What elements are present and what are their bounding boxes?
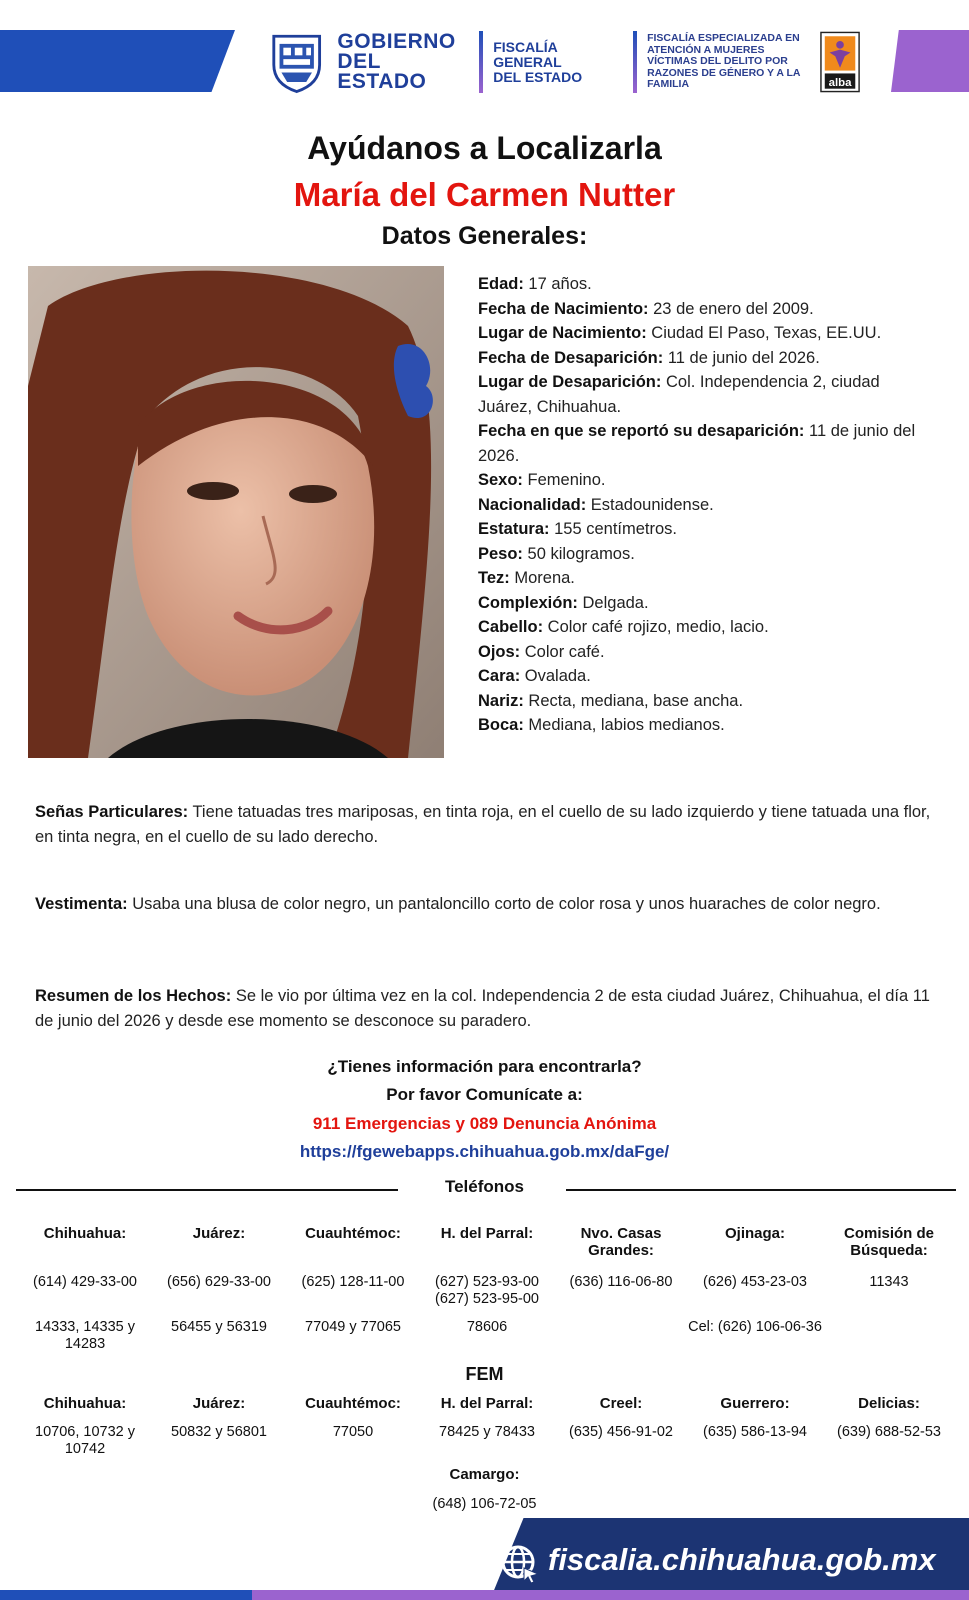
phone-extension-cell bbox=[822, 1319, 956, 1353]
fiscalia-line2: DEL ESTADO bbox=[493, 68, 583, 85]
vestimenta-paragraph bbox=[35, 892, 935, 917]
call-instruction: Por favor Comunícate a: bbox=[386, 1085, 583, 1104]
phones-city-header: H. del Parral: bbox=[440, 1225, 534, 1242]
detail-label: Lugar de Nacimiento: bbox=[478, 324, 647, 342]
phones-title: Teléfonos bbox=[444, 1177, 525, 1196]
resumen-text: Se le vio por última vez en la col. Independencia 2 de esta ciudad Juárez, Chihuahua, el día 11 de junio del 2026 y desde ese momento se desconoce su paradero. bbox=[35, 987, 930, 1030]
phones-header-row bbox=[18, 1225, 958, 1259]
fem-number-cell: (635) 586-13-94 bbox=[703, 1424, 807, 1440]
senas-label: Señas Particulares: bbox=[35, 803, 189, 821]
detail-row bbox=[478, 272, 938, 297]
phone-number-cell: (625) 128-11-00 bbox=[301, 1274, 405, 1290]
detail-value: Estadounidense. bbox=[586, 495, 714, 514]
senas-paragraph bbox=[35, 800, 935, 849]
resumen-label: Resumen de los Hechos: bbox=[35, 987, 232, 1005]
phones-city-header: Juárez: bbox=[192, 1225, 246, 1242]
phones-city-header: Ojinaga: bbox=[724, 1225, 785, 1242]
detail-label: Sexo: bbox=[478, 471, 523, 489]
detail-label: Fecha en que se reportó su desaparición: bbox=[478, 422, 805, 440]
detail-row bbox=[478, 346, 938, 371]
person-name: María del Carmen Nutter bbox=[293, 176, 676, 213]
missing-person-photo bbox=[28, 266, 444, 758]
fem-logo-text: FISCALÍA ESPECIALIZADA EN ATENCIÓN A MUJERES VÍCTIMAS DEL DELITO POR RAZONES DE GÉNERO Y A LA FAMILIA bbox=[647, 32, 801, 91]
detail-row bbox=[478, 591, 938, 616]
detail-row bbox=[478, 419, 938, 468]
phone-number-cell: (636) 116-06-80 bbox=[569, 1274, 673, 1290]
detail-label: Cabello: bbox=[478, 618, 544, 636]
detail-value: 11 de junio del 2026. bbox=[663, 348, 820, 367]
help-title: Ayúdanos a Localizarla bbox=[307, 130, 662, 166]
fem-row-1 bbox=[18, 1424, 958, 1458]
fem-number-cell: 10706, 10732 y 10742 bbox=[35, 1424, 135, 1457]
detail-row bbox=[478, 468, 938, 493]
footer-website[interactable]: fiscalia.chihuahua.gob.mx bbox=[548, 1542, 936, 1577]
phone-extension-cell: Cel: (626) 106-06-36 bbox=[688, 1319, 822, 1335]
detail-label: Nacionalidad: bbox=[478, 495, 587, 514]
detail-label: Estatura: bbox=[478, 520, 550, 538]
fem-city-header: Chihuahua: bbox=[43, 1395, 127, 1412]
detail-value: 17 años. bbox=[523, 275, 592, 293]
fem-number-cell: (635) 456-91-02 bbox=[569, 1424, 673, 1440]
vestimenta-text: Usaba una blusa de color negro, un pantaloncillo corto de color rosa y unos huaraches de color negro. bbox=[127, 895, 881, 913]
state-seal-icon bbox=[270, 29, 323, 95]
fem-number-cell: (639) 688-52-53 bbox=[837, 1424, 941, 1440]
detail-row bbox=[478, 689, 938, 714]
fem-city-header: Delicias: bbox=[858, 1395, 920, 1412]
emergency-numbers: 911 Emergencias y 089 Denuncia Anónima bbox=[312, 1114, 657, 1133]
detail-row bbox=[478, 615, 938, 640]
phone-number-cell: (656) 629-33-00 bbox=[167, 1274, 271, 1290]
fem-city-header: H. del Parral: bbox=[440, 1395, 534, 1412]
header-separator bbox=[479, 31, 483, 93]
fem-city-header: Creel: bbox=[599, 1395, 643, 1412]
fem-city-header: Guerrero: bbox=[720, 1395, 790, 1412]
phones-city-header: Chihuahua: bbox=[43, 1225, 127, 1242]
globe-cursor-icon bbox=[500, 1544, 540, 1584]
gobierno-logo-text bbox=[337, 32, 469, 92]
detail-value: 11 de junio del 2026. bbox=[478, 422, 916, 465]
phones-city-header: Nvo. Casas Grandes: bbox=[580, 1225, 662, 1259]
gobierno-line2: DEL ESTADO bbox=[337, 50, 427, 93]
detail-value: 23 de enero del 2009. bbox=[648, 299, 814, 318]
portrait-image bbox=[28, 266, 444, 758]
info-question: ¿Tienes información para encontrarla? bbox=[327, 1057, 642, 1076]
detail-value: Mediana, labios medianos. bbox=[523, 716, 725, 734]
camargo-label: Camargo: bbox=[449, 1466, 520, 1483]
phones-row-2 bbox=[18, 1319, 958, 1353]
detail-value: Color café. bbox=[520, 642, 605, 661]
detail-value: Color café rojizo, medio, lacio. bbox=[543, 618, 769, 636]
detail-row bbox=[478, 493, 938, 518]
detail-row bbox=[478, 517, 938, 542]
fiscalia-line1: FISCALÍA GENERAL bbox=[493, 38, 562, 70]
detail-value: 50 kilogramos. bbox=[522, 544, 635, 563]
fem-title: FEM bbox=[465, 1364, 504, 1384]
fem-city-header: Cuauhtémoc: bbox=[305, 1395, 401, 1412]
senas-text: Tiene tatuadas tres mariposas, en tinta roja, en el cuello de su lado izquierdo y tiene tatuada una flor, en tinta negra, en el cuello de su lado derecho. bbox=[35, 803, 931, 846]
detail-label: Fecha de Nacimiento: bbox=[478, 299, 649, 318]
phone-number-cell: (614) 429-33-00 bbox=[33, 1274, 137, 1290]
resumen-paragraph bbox=[35, 984, 935, 1033]
detail-value: Ciudad El Paso, Texas, EE.UU. bbox=[646, 324, 882, 342]
detail-label: Peso: bbox=[478, 544, 523, 563]
gobierno-line1: GOBIERNO bbox=[337, 30, 456, 53]
phone-extension-cell: 78606 bbox=[466, 1319, 508, 1335]
camargo-phone: (648) 106-72-05 bbox=[432, 1496, 537, 1512]
detail-label: Tez: bbox=[478, 569, 510, 587]
detail-value: Delgada. bbox=[577, 593, 649, 612]
detail-row bbox=[478, 664, 938, 689]
header-band-right bbox=[891, 30, 969, 92]
detail-row bbox=[478, 713, 938, 738]
detail-row bbox=[478, 297, 938, 322]
detail-label: Lugar de Desaparición: bbox=[478, 373, 662, 391]
detail-row bbox=[478, 542, 938, 567]
alba-protocol-logo-icon bbox=[820, 30, 860, 94]
phone-number-cell: 11343 bbox=[869, 1274, 909, 1290]
detail-row bbox=[478, 321, 938, 346]
detail-label: Edad: bbox=[478, 275, 524, 293]
fem-header-row bbox=[18, 1395, 958, 1412]
detail-label: Nariz: bbox=[478, 691, 524, 710]
phone-number-cell: (626) 453-23-03 bbox=[703, 1274, 807, 1290]
phones-city-header: Cuauhtémoc: bbox=[305, 1225, 401, 1242]
phone-number-cell: (627) 523-93-00 (627) 523-95-00 bbox=[435, 1274, 539, 1307]
detail-row bbox=[478, 370, 938, 419]
fem-number-cell: 78425 y 78433 bbox=[439, 1424, 535, 1440]
detail-value: Col. Independencia 2, ciudad Juárez, Chihuahua. bbox=[478, 373, 880, 416]
detail-label: Cara: bbox=[478, 667, 521, 685]
header-separator-2 bbox=[633, 31, 637, 93]
detail-value: Recta, mediana, base ancha. bbox=[523, 691, 744, 710]
detail-row bbox=[478, 640, 938, 665]
phone-extension-cell bbox=[554, 1319, 688, 1353]
general-data-heading: Datos Generales: bbox=[381, 222, 588, 250]
general-details-list bbox=[478, 272, 938, 738]
detail-row bbox=[478, 566, 938, 591]
phone-extension-cell: 14333, 14335 y 14283 bbox=[35, 1319, 135, 1352]
detail-value: Femenino. bbox=[522, 471, 606, 489]
phones-row-1 bbox=[18, 1274, 958, 1308]
phones-city-header: Comisión de Búsqueda: bbox=[843, 1225, 934, 1259]
detail-label: Boca: bbox=[478, 716, 524, 734]
fem-number-cell: 77050 bbox=[332, 1424, 374, 1440]
detail-value: 155 centímetros. bbox=[549, 520, 678, 538]
detail-label: Fecha de Desaparición: bbox=[478, 348, 664, 367]
alba-label: alba bbox=[828, 76, 852, 89]
fem-city-header: Juárez: bbox=[192, 1395, 246, 1412]
phone-extension-cell: 56455 y 56319 bbox=[171, 1319, 267, 1335]
header-logos bbox=[270, 26, 860, 98]
phone-extension-cell: 77049 y 77065 bbox=[305, 1319, 401, 1335]
detail-value: Ovalada. bbox=[520, 667, 591, 685]
detail-label: Complexión: bbox=[478, 593, 578, 612]
detail-value: Morena. bbox=[509, 569, 575, 587]
fiscalia-logo-text bbox=[493, 40, 623, 85]
vestimenta-label: Vestimenta: bbox=[35, 895, 128, 913]
detail-label: Ojos: bbox=[478, 642, 521, 661]
report-url-link[interactable]: https://fgewebapps.chihuahua.gob.mx/daFge/ bbox=[299, 1142, 670, 1161]
footer-bar bbox=[0, 1590, 969, 1600]
fem-number-cell: 50832 y 56801 bbox=[171, 1424, 267, 1440]
header-band-left bbox=[0, 30, 235, 92]
